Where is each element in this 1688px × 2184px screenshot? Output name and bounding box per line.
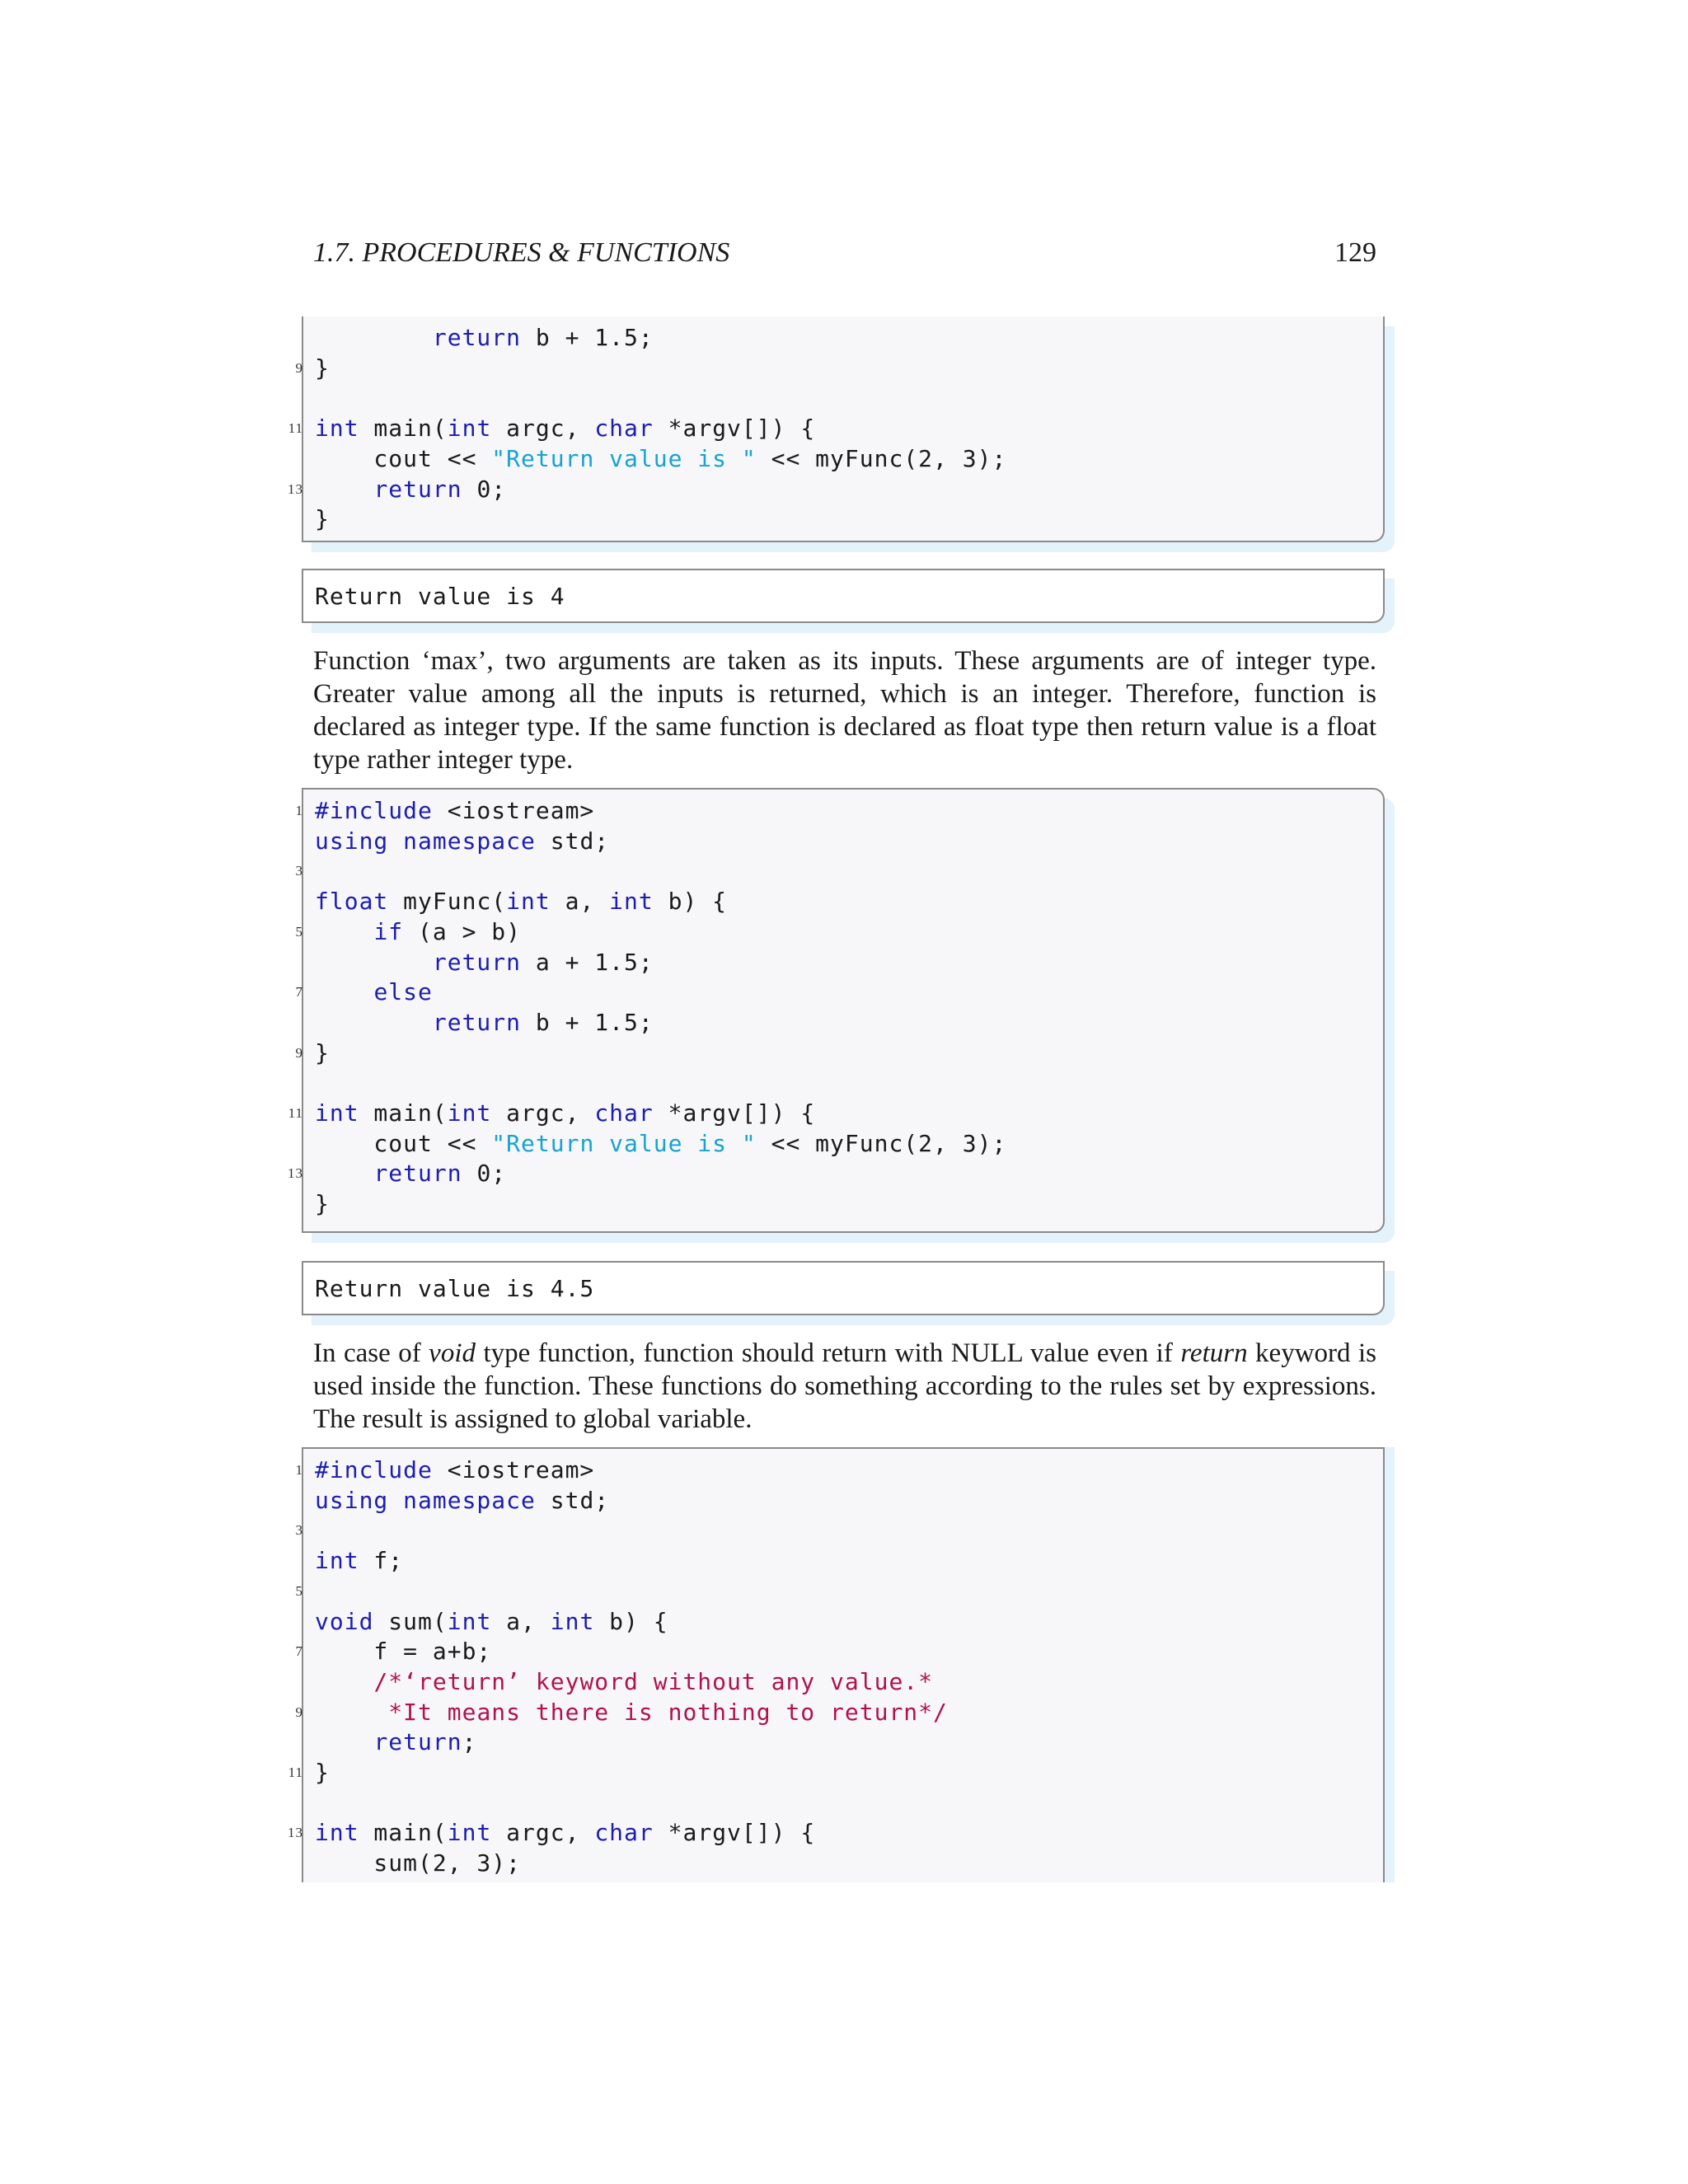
code-keyword: int (609, 888, 654, 916)
line-number: 7 (295, 1643, 303, 1660)
line-number: 3 (295, 863, 303, 879)
code-line (315, 948, 654, 977)
code-line (315, 504, 330, 534)
code-line (315, 1546, 403, 1576)
line-number: 13 (288, 1825, 303, 1841)
program-output: Return value is 4 (315, 583, 565, 610)
code-line (288, 1818, 816, 1848)
code-line (315, 323, 654, 353)
code-line (288, 1758, 330, 1788)
code-text: main( (359, 415, 448, 443)
code-text: argc, (491, 1099, 595, 1127)
code-keyword: using namespace (315, 1486, 536, 1514)
code-line (288, 475, 507, 504)
code-text: sum( (373, 1607, 448, 1635)
code-keyword: int (506, 888, 551, 916)
code-keyword: int (447, 1819, 492, 1847)
code-line (295, 917, 522, 947)
code-line (288, 414, 816, 443)
page-number: 129 (1334, 237, 1376, 268)
code-line (315, 1189, 330, 1219)
code-keyword: int (447, 1099, 492, 1127)
code-text: argc, (491, 1819, 595, 1847)
code-text: } (315, 354, 330, 382)
code-text: f = a+b; (315, 1638, 492, 1666)
program-output: Return value is 4.5 (315, 1275, 595, 1302)
code-text: *argv[]) { (653, 1099, 816, 1127)
code-keyword: char (594, 415, 654, 443)
code-text: << myFunc(2, 3); (756, 1129, 1007, 1157)
code-text: } (315, 1759, 330, 1786)
code-text: f; (359, 1547, 404, 1575)
code-text: } (315, 505, 330, 533)
code-text (315, 476, 373, 503)
line-number: 9 (295, 1044, 303, 1061)
code-text: std; (535, 1486, 610, 1514)
code-text: b + 1.5; (521, 1008, 654, 1036)
code-keyword: return (373, 1728, 462, 1756)
program-output-box (302, 569, 1385, 623)
code-text: main( (359, 1819, 448, 1847)
code-text: } (315, 1190, 330, 1218)
code-text: a, (491, 1607, 551, 1635)
code-text: myFunc( (388, 888, 507, 916)
line-number: 7 (295, 984, 303, 1001)
code-line (315, 1727, 476, 1757)
code-text (315, 1668, 373, 1695)
code-comment: *It means there is nothing to return*/ (388, 1698, 948, 1726)
code-line (315, 887, 727, 916)
code-text (315, 978, 373, 1005)
code-keyword: int (315, 415, 359, 443)
line-number: 13 (288, 480, 303, 497)
code-text: sum(2, 3); (315, 1849, 522, 1877)
code-listing (288, 788, 1385, 1233)
code-line (295, 1637, 492, 1666)
code-text: 0; (462, 1160, 507, 1188)
body-paragraph (313, 1337, 1376, 1436)
code-line (295, 977, 433, 1007)
code-text: std; (535, 827, 610, 855)
code-string: "Return value is " (491, 444, 757, 472)
code-text (315, 1160, 373, 1187)
code-line (288, 1159, 507, 1188)
line-number: 5 (295, 923, 303, 940)
code-text: b + 1.5; (521, 324, 654, 351)
code-line (315, 1667, 933, 1697)
code-text: << myFunc(2, 3); (756, 444, 1007, 472)
code-text: (a > b) (403, 917, 522, 945)
code-text: b) { (653, 888, 728, 916)
code-text: <iostream> (432, 797, 595, 824)
code-keyword: int (447, 1607, 492, 1635)
code-listing-continued (288, 316, 1385, 542)
code-keyword: if (373, 917, 404, 945)
code-line (315, 827, 609, 856)
code-line (295, 1455, 595, 1485)
program-output-box (302, 1261, 1385, 1315)
code-text (315, 949, 433, 976)
code-text (315, 1699, 388, 1726)
code-line (295, 796, 595, 826)
code-text: *argv[]) { (653, 1819, 816, 1847)
code-listing-continues (288, 1447, 1385, 1882)
code-keyword: char (594, 1819, 654, 1847)
code-line (288, 1099, 816, 1128)
code-comment: /*‘return’ keyword without any value.* (373, 1667, 934, 1695)
line-number: 13 (288, 1165, 303, 1182)
code-keyword: return (373, 1160, 462, 1188)
code-text (315, 918, 373, 945)
section-title: 1.7. PROCEDURES & FUNCTIONS (313, 237, 730, 268)
code-keyword: return (432, 324, 522, 351)
code-line (315, 444, 1006, 474)
code-string: "Return value is " (491, 1129, 757, 1157)
line-number: 9 (295, 359, 303, 376)
line-number: 1 (295, 803, 303, 818)
code-line (295, 1698, 948, 1727)
code-line (295, 1038, 330, 1068)
code-text: b) { (594, 1607, 668, 1635)
line-number: 11 (288, 1765, 303, 1780)
code-text: main( (359, 1099, 448, 1127)
code-text: ; (462, 1728, 477, 1756)
line-number: 11 (288, 1105, 303, 1121)
code-keyword: return (373, 475, 462, 503)
code-text (315, 1009, 433, 1036)
body-paragraph (313, 644, 1376, 776)
code-keyword: void (315, 1607, 374, 1635)
code-keyword: using namespace (315, 827, 536, 855)
code-text: cout << (315, 1129, 492, 1157)
code-keyword: int (550, 1607, 595, 1635)
code-text: cout << (315, 444, 492, 472)
emphasized-word: return (1180, 1338, 1248, 1368)
paragraph-text-run: type function, function should return with NULL value even if (476, 1338, 1181, 1368)
paragraph-text (313, 1337, 1376, 1436)
code-keyword: int (315, 1819, 359, 1847)
code-text (315, 324, 433, 351)
line-number: 9 (295, 1704, 303, 1720)
code-text: a, (550, 888, 610, 916)
code-keyword: int (315, 1099, 359, 1127)
paragraph-text-run: keyword is used inside the function. These functions do something according to the rules set by expressions. The result is assigned to global variable. (313, 1338, 1377, 1434)
page-header (313, 237, 1376, 274)
code-text: a + 1.5; (521, 948, 654, 976)
code-line (315, 1008, 654, 1038)
code-line (315, 1129, 1006, 1159)
code-line (295, 354, 330, 383)
paragraph-text-run: In case of (313, 1338, 429, 1368)
code-keyword: #include (315, 1456, 433, 1483)
code-line (315, 1849, 521, 1878)
code-text (315, 1728, 373, 1755)
code-text: *argv[]) { (653, 415, 816, 443)
code-keyword: char (594, 1099, 654, 1127)
code-text: } (315, 1038, 330, 1066)
line-number: 11 (288, 420, 303, 437)
paragraph-text: Function ‘max’, two arguments are taken as its inputs. These arguments are of integer type. Greater value among all the inputs is returned, which is an integer. Therefore, function is declared as integer type. If the same function is declared as float type then return value is a float type rather integer type. (313, 646, 1376, 775)
code-keyword: #include (315, 797, 433, 824)
code-keyword: int (315, 1547, 359, 1575)
emphasized-word: void (429, 1338, 476, 1368)
code-text: 0; (462, 475, 507, 503)
code-text: <iostream> (432, 1456, 595, 1483)
code-line (315, 1607, 668, 1637)
code-keyword: return (432, 948, 522, 976)
code-keyword: else (373, 978, 433, 1006)
line-number: 5 (295, 1582, 303, 1599)
code-line (315, 1486, 609, 1516)
code-keyword: float (315, 888, 389, 916)
line-number: 3 (295, 1522, 303, 1539)
code-keyword: int (447, 415, 492, 443)
code-text: argc, (491, 415, 595, 443)
line-number: 1 (295, 1462, 303, 1478)
code-keyword: return (432, 1008, 522, 1036)
